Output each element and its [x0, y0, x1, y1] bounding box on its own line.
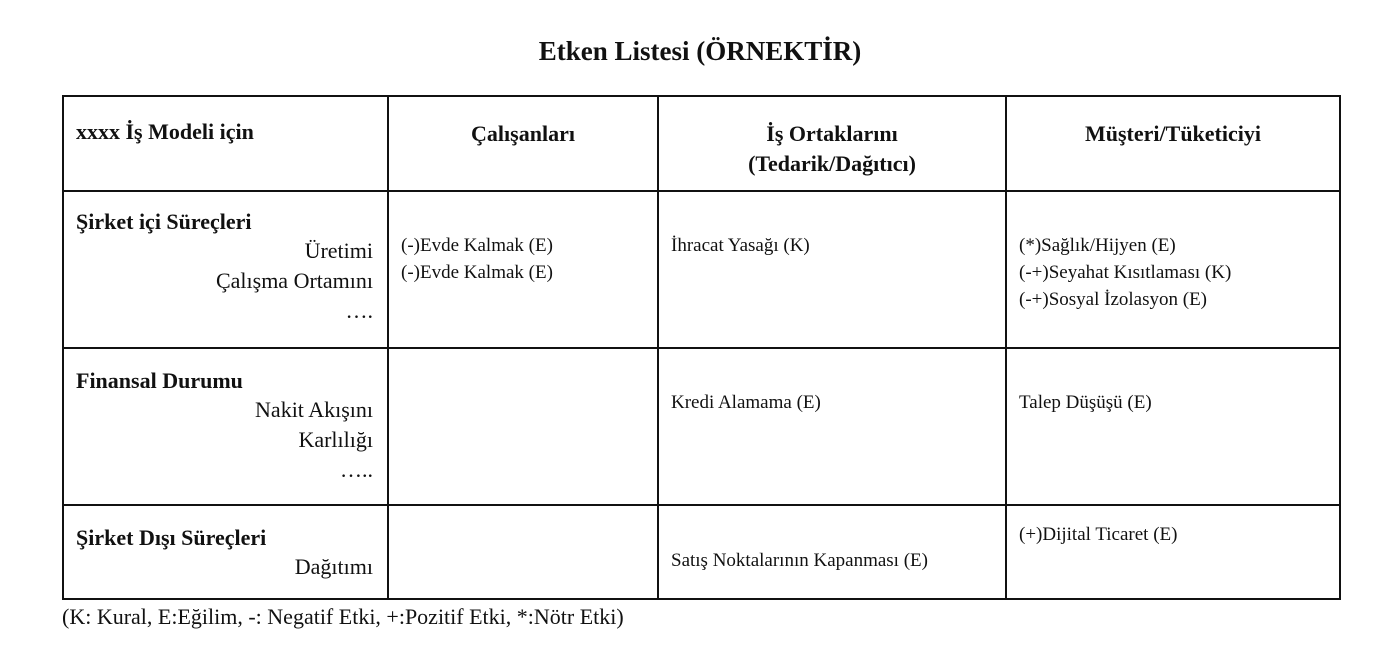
- customers-cell: [1006, 505, 1340, 599]
- header-employees: Çalışanları: [388, 96, 658, 191]
- factor-item: (+)Dijital Ticaret (E): [1019, 524, 1178, 545]
- customers-cell: [1006, 191, 1340, 348]
- partners-cell: [658, 505, 1006, 599]
- table-row: [63, 348, 1340, 505]
- page-title: Etken Listesi (ÖRNEKTİR): [538, 36, 862, 66]
- partners-cell: [658, 348, 1006, 505]
- employees-cell: [388, 505, 658, 599]
- row-heading-cell: [63, 191, 388, 348]
- factor-item: (-)Evde Kalmak (E): [401, 262, 553, 283]
- table-header-row: [63, 96, 1340, 191]
- row-subitem: Üretimi: [304, 238, 373, 263]
- employees-cell: [388, 348, 658, 505]
- partners-cell: [658, 191, 1006, 348]
- factor-table: [62, 95, 1341, 600]
- row-subitem: Dağıtımı: [294, 554, 373, 579]
- employees-cell: [388, 191, 658, 348]
- table-row: [63, 505, 1340, 599]
- legend-note: (K: Kural, E:Eğilim, -: Negatif Etki, +:Pozitif Etki, *:Nötr Etki): [62, 604, 624, 629]
- factor-item: (*)Sağlık/Hijyen (E): [1019, 235, 1176, 256]
- row-subitem: Nakit Akışını: [255, 397, 373, 422]
- header-partners-line2: (Tedarik/Dağıtıcı): [748, 151, 916, 176]
- factor-item: İhracat Yasağı (K): [671, 235, 810, 256]
- factor-item: Talep Düşüşü (E): [1019, 392, 1152, 413]
- factor-item: Kredi Alamama (E): [671, 392, 821, 413]
- row-subitem: …..: [340, 457, 373, 482]
- factor-item: (-)Evde Kalmak (E): [401, 235, 553, 256]
- row-heading: Şirket Dışı Süreçleri: [76, 525, 267, 550]
- row-heading-cell: [63, 505, 388, 599]
- row-heading: Şirket içi Süreçleri: [76, 209, 252, 234]
- row-heading: Finansal Durumu: [76, 368, 243, 393]
- row-subitem: Çalışma Ortamını: [215, 268, 373, 293]
- header-business-model: xxxx İş Modeli için: [63, 96, 388, 191]
- factor-item: Satış Noktalarının Kapanması (E): [671, 550, 928, 571]
- row-subitem: Karlılığı: [298, 427, 373, 452]
- header-customers: Müşteri/Tüketiciyi: [1006, 96, 1340, 191]
- customers-cell: [1006, 348, 1340, 505]
- factor-item: (-+)Seyahat Kısıtlaması (K): [1019, 262, 1232, 283]
- row-heading-cell: [63, 348, 388, 505]
- factor-item: (-+)Sosyal İzolasyon (E): [1019, 289, 1207, 310]
- header-partners: [658, 96, 1006, 191]
- row-subitem: ….: [345, 298, 373, 323]
- header-partners-line1: İş Ortaklarını: [766, 121, 898, 146]
- table-row: [63, 191, 1340, 348]
